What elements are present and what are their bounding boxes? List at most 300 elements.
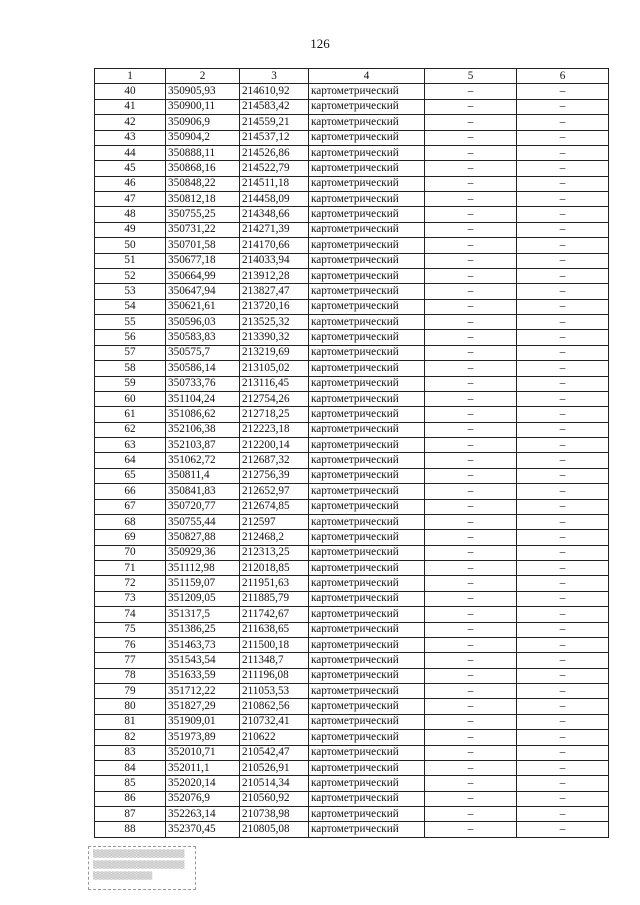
column-5-cell: – [425,607,517,622]
point-number-cell: 68 [95,514,166,529]
column-5-cell: – [425,561,517,576]
method-cell: картометрический [309,145,425,160]
column-5-cell: – [425,253,517,268]
point-number-cell: 59 [95,376,166,391]
table-row [95,576,609,591]
y-coordinate-cell: 214458,09 [240,192,309,207]
x-coordinate-cell: 350586,14 [166,361,240,376]
point-number-cell: 75 [95,622,166,637]
x-coordinate-cell: 350904,2 [166,130,240,145]
x-coordinate-cell: 351317,5 [166,607,240,622]
x-coordinate-cell: 351543,54 [166,653,240,668]
table-row [95,699,609,714]
column-5-cell: – [425,484,517,499]
y-coordinate-cell: 214537,12 [240,130,309,145]
table-row [95,407,609,422]
column-6-cell: – [517,453,609,468]
column-6-cell: – [517,730,609,745]
x-coordinate-cell: 351112,98 [166,561,240,576]
x-coordinate-cell: 350583,83 [166,330,240,345]
table-row [95,714,609,729]
page-number: 126 [310,36,330,51]
x-coordinate-cell: 350841,83 [166,484,240,499]
column-6-cell: – [517,499,609,514]
y-coordinate-cell: 212718,25 [240,407,309,422]
x-coordinate-cell: 352263,14 [166,807,240,822]
x-coordinate-cell: 351827,29 [166,699,240,714]
point-number-cell: 57 [95,345,166,360]
x-coordinate-cell: 350720,77 [166,499,240,514]
point-number-cell: 48 [95,207,166,222]
column-6-cell: – [517,468,609,483]
x-coordinate-cell: 350755,25 [166,207,240,222]
y-coordinate-cell: 211500,18 [240,637,309,652]
column-6-cell: – [517,668,609,683]
method-cell: картометрический [309,714,425,729]
column-6-cell: – [517,576,609,591]
column-5-cell: – [425,653,517,668]
point-number-cell: 66 [95,484,166,499]
point-number-cell: 43 [95,130,166,145]
x-coordinate-cell: 352370,45 [166,822,240,837]
column-6-cell: – [517,222,609,237]
table-row [95,238,609,253]
method-cell: картометрический [309,407,425,422]
table-row [95,607,609,622]
table-row [95,99,609,114]
column-5-cell: – [425,699,517,714]
column-5-cell: – [425,791,517,806]
table-row [95,653,609,668]
y-coordinate-cell: 213827,47 [240,284,309,299]
point-number-cell: 51 [95,253,166,268]
column-header: 2 [166,69,240,84]
x-coordinate-cell: 350731,22 [166,222,240,237]
column-6-cell: – [517,699,609,714]
column-5-cell: – [425,684,517,699]
y-coordinate-cell: 210862,56 [240,699,309,714]
point-number-cell: 70 [95,545,166,560]
method-cell: картометрический [309,284,425,299]
x-coordinate-cell: 350868,16 [166,161,240,176]
y-coordinate-cell: 214511,18 [240,176,309,191]
point-number-cell: 65 [95,468,166,483]
point-number-cell: 86 [95,791,166,806]
table-row [95,115,609,130]
column-5-cell: – [425,284,517,299]
table-row [95,130,609,145]
column-5-cell: – [425,730,517,745]
y-coordinate-cell: 212756,39 [240,468,309,483]
column-5-cell: – [425,99,517,114]
method-cell: картометрический [309,115,425,130]
x-coordinate-cell: 350733,76 [166,376,240,391]
method-cell: картометрический [309,238,425,253]
point-number-cell: 77 [95,653,166,668]
method-cell: картометрический [309,745,425,760]
method-cell: картометрический [309,176,425,191]
column-5-cell: – [425,668,517,683]
column-6-cell: – [517,407,609,422]
table-row [95,330,609,345]
point-number-cell: 83 [95,745,166,760]
x-coordinate-cell: 350900,11 [166,99,240,114]
column-5-cell: – [425,776,517,791]
x-coordinate-cell: 352010,71 [166,745,240,760]
column-6-cell: – [517,330,609,345]
column-6-cell: – [517,84,609,99]
y-coordinate-cell: 214583,42 [240,99,309,114]
x-coordinate-cell: 350575,7 [166,345,240,360]
method-cell: картометрический [309,530,425,545]
column-6-cell: – [517,315,609,330]
method-cell: картометрический [309,668,425,683]
column-header: 1 [95,69,166,84]
table-row [95,376,609,391]
y-coordinate-cell: 214170,66 [240,238,309,253]
table-row [95,684,609,699]
column-6-cell: – [517,391,609,406]
method-cell: картометрический [309,514,425,529]
method-cell: картометрический [309,453,425,468]
point-number-cell: 47 [95,192,166,207]
column-5-cell: – [425,760,517,775]
table-row [95,530,609,545]
column-6-cell: – [517,145,609,160]
column-6-cell: – [517,361,609,376]
y-coordinate-cell: 211053,53 [240,684,309,699]
x-coordinate-cell: 350905,93 [166,84,240,99]
y-coordinate-cell: 212687,32 [240,453,309,468]
x-coordinate-cell: 351633,59 [166,668,240,683]
y-coordinate-cell: 213219,69 [240,345,309,360]
column-5-cell: – [425,315,517,330]
method-cell: картометрический [309,299,425,314]
point-number-cell: 79 [95,684,166,699]
method-cell: картометрический [309,192,425,207]
point-number-cell: 44 [95,145,166,160]
column-6-cell: – [517,484,609,499]
point-number-cell: 52 [95,268,166,283]
y-coordinate-cell: 212223,18 [240,422,309,437]
column-6-cell: – [517,376,609,391]
x-coordinate-cell: 352106,38 [166,422,240,437]
table-row [95,468,609,483]
column-5-cell: – [425,268,517,283]
table-row [95,760,609,775]
x-coordinate-cell: 351062,72 [166,453,240,468]
y-coordinate-cell: 213105,02 [240,361,309,376]
table-row [95,145,609,160]
y-coordinate-cell: 214271,39 [240,222,309,237]
method-cell: картометрический [309,253,425,268]
method-cell: картометрический [309,161,425,176]
method-cell: картометрический [309,330,425,345]
x-coordinate-cell: 351973,89 [166,730,240,745]
point-number-cell: 80 [95,699,166,714]
column-6-cell: – [517,115,609,130]
method-cell: картометрический [309,361,425,376]
table-row [95,791,609,806]
point-number-cell: 42 [95,115,166,130]
table-row [95,499,609,514]
method-cell: картометрический [309,591,425,606]
point-number-cell: 88 [95,822,166,837]
point-number-cell: 49 [95,222,166,237]
column-5-cell: – [425,545,517,560]
y-coordinate-cell: 214526,86 [240,145,309,160]
y-coordinate-cell: 212313,25 [240,545,309,560]
column-6-cell: – [517,176,609,191]
table-row [95,453,609,468]
table-row [95,514,609,529]
y-coordinate-cell: 210738,98 [240,807,309,822]
point-number-cell: 71 [95,561,166,576]
point-number-cell: 50 [95,238,166,253]
column-6-cell: – [517,130,609,145]
table-row [95,161,609,176]
table-row [95,668,609,683]
x-coordinate-cell: 351086,62 [166,407,240,422]
column-5-cell: – [425,407,517,422]
column-6-cell: – [517,530,609,545]
method-cell: картометрический [309,791,425,806]
column-6-cell: – [517,822,609,837]
column-6-cell: – [517,776,609,791]
x-coordinate-cell: 350811,4 [166,468,240,483]
column-6-cell: – [517,268,609,283]
table-row [95,84,609,99]
x-coordinate-cell: 351909,01 [166,714,240,729]
x-coordinate-cell: 350621,61 [166,299,240,314]
point-number-cell: 73 [95,591,166,606]
y-coordinate-cell: 213390,32 [240,330,309,345]
method-cell: картометрический [309,315,425,330]
y-coordinate-cell: 214348,66 [240,207,309,222]
method-cell: картометрический [309,561,425,576]
y-coordinate-cell: 210526,91 [240,760,309,775]
x-coordinate-cell: 352020,14 [166,776,240,791]
column-header: 3 [240,69,309,84]
column-5-cell: – [425,637,517,652]
method-cell: картометрический [309,438,425,453]
table-row [95,730,609,745]
column-5-cell: – [425,591,517,606]
method-cell: картометрический [309,99,425,114]
column-5-cell: – [425,207,517,222]
column-6-cell: – [517,438,609,453]
column-6-cell: – [517,161,609,176]
column-5-cell: – [425,376,517,391]
column-header: 5 [425,69,517,84]
point-number-cell: 40 [95,84,166,99]
table-row [95,637,609,652]
column-5-cell: – [425,299,517,314]
x-coordinate-cell: 350848,22 [166,176,240,191]
table-row [95,299,609,314]
point-number-cell: 82 [95,730,166,745]
column-6-cell: – [517,607,609,622]
x-coordinate-cell: 350701,58 [166,238,240,253]
table-body [95,84,609,837]
column-5-cell: – [425,130,517,145]
column-5-cell: – [425,345,517,360]
column-5-cell: – [425,745,517,760]
column-5-cell: – [425,576,517,591]
coordinates-table [94,68,609,838]
table-row [95,315,609,330]
column-5-cell: – [425,238,517,253]
copy-stamp-image: ▒▒▒▒▒▒▒▒▒▒▒▒▒▒▒▒▒ ▒▒▒▒▒▒▒▒▒▒▒▒▒▒▒▒▒ ▒▒▒▒▒▒▒▒▒▒▒ [88,846,196,890]
column-header: 4 [309,69,425,84]
table-row [95,438,609,453]
column-5-cell: – [425,453,517,468]
y-coordinate-cell: 211638,65 [240,622,309,637]
table-row [95,345,609,360]
y-coordinate-cell: 211885,79 [240,591,309,606]
column-5-cell: – [425,115,517,130]
y-coordinate-cell: 210732,41 [240,714,309,729]
method-cell: картометрический [309,576,425,591]
point-number-cell: 67 [95,499,166,514]
method-cell: картометрический [309,699,425,714]
x-coordinate-cell: 350827,88 [166,530,240,545]
method-cell: картометрический [309,545,425,560]
y-coordinate-cell: 214522,79 [240,161,309,176]
column-6-cell: – [517,714,609,729]
x-coordinate-cell: 350664,99 [166,268,240,283]
method-cell: картометрический [309,637,425,652]
method-cell: картометрический [309,807,425,822]
y-coordinate-cell: 211348,7 [240,653,309,668]
y-coordinate-cell: 214610,92 [240,84,309,99]
table-row [95,545,609,560]
y-coordinate-cell: 212652,97 [240,484,309,499]
method-cell: картометрический [309,130,425,145]
point-number-cell: 78 [95,668,166,683]
y-coordinate-cell: 210542,47 [240,745,309,760]
column-6-cell: – [517,299,609,314]
x-coordinate-cell: 350596,03 [166,315,240,330]
y-coordinate-cell: 212754,26 [240,391,309,406]
column-6-cell: – [517,807,609,822]
method-cell: картометрический [309,607,425,622]
x-coordinate-cell: 350647,94 [166,284,240,299]
column-6-cell: – [517,192,609,207]
y-coordinate-cell: 210560,92 [240,791,309,806]
method-cell: картометрический [309,268,425,283]
table-row [95,361,609,376]
y-coordinate-cell: 213912,28 [240,268,309,283]
y-coordinate-cell: 210622 [240,730,309,745]
point-number-cell: 46 [95,176,166,191]
y-coordinate-cell: 213525,32 [240,315,309,330]
column-5-cell: – [425,84,517,99]
table-row [95,268,609,283]
table-row [95,561,609,576]
column-header: 6 [517,69,609,84]
column-5-cell: – [425,622,517,637]
column-5-cell: – [425,192,517,207]
x-coordinate-cell: 350812,18 [166,192,240,207]
x-coordinate-cell: 350929,36 [166,545,240,560]
x-coordinate-cell: 351159,07 [166,576,240,591]
y-coordinate-cell: 212597 [240,514,309,529]
point-number-cell: 74 [95,607,166,622]
point-number-cell: 87 [95,807,166,822]
column-6-cell: – [517,514,609,529]
column-5-cell: – [425,176,517,191]
point-number-cell: 55 [95,315,166,330]
point-number-cell: 56 [95,330,166,345]
method-cell: картометрический [309,484,425,499]
x-coordinate-cell: 350755,44 [166,514,240,529]
column-6-cell: – [517,653,609,668]
point-number-cell: 60 [95,391,166,406]
column-5-cell: – [425,714,517,729]
method-cell: картометрический [309,222,425,237]
x-coordinate-cell: 351712,22 [166,684,240,699]
point-number-cell: 53 [95,284,166,299]
y-coordinate-cell: 213116,45 [240,376,309,391]
table-row [95,484,609,499]
column-5-cell: – [425,422,517,437]
column-6-cell: – [517,238,609,253]
column-5-cell: – [425,822,517,837]
column-6-cell: – [517,745,609,760]
y-coordinate-cell: 212468,2 [240,530,309,545]
point-number-cell: 63 [95,438,166,453]
y-coordinate-cell: 212200,14 [240,438,309,453]
table-row [95,176,609,191]
point-number-cell: 61 [95,407,166,422]
table-row [95,822,609,837]
x-coordinate-cell: 350906,9 [166,115,240,130]
point-number-cell: 45 [95,161,166,176]
table-row [95,222,609,237]
column-5-cell: – [425,145,517,160]
column-5-cell: – [425,514,517,529]
column-5-cell: – [425,807,517,822]
point-number-cell: 58 [95,361,166,376]
x-coordinate-cell: 351463,73 [166,637,240,652]
column-6-cell: – [517,253,609,268]
point-number-cell: 76 [95,637,166,652]
column-6-cell: – [517,791,609,806]
point-number-cell: 41 [95,99,166,114]
method-cell: картометрический [309,391,425,406]
column-5-cell: – [425,530,517,545]
method-cell: картометрический [309,730,425,745]
y-coordinate-cell: 212674,85 [240,499,309,514]
point-number-cell: 62 [95,422,166,437]
column-5-cell: – [425,438,517,453]
column-5-cell: – [425,222,517,237]
y-coordinate-cell: 214033,94 [240,253,309,268]
y-coordinate-cell: 211742,67 [240,607,309,622]
method-cell: картометрический [309,207,425,222]
y-coordinate-cell: 213720,16 [240,299,309,314]
method-cell: картометрический [309,422,425,437]
table-row [95,745,609,760]
table-row [95,807,609,822]
x-coordinate-cell: 350677,18 [166,253,240,268]
method-cell: картометрический [309,376,425,391]
table-row [95,391,609,406]
column-5-cell: – [425,161,517,176]
table-row [95,284,609,299]
point-number-cell: 81 [95,714,166,729]
